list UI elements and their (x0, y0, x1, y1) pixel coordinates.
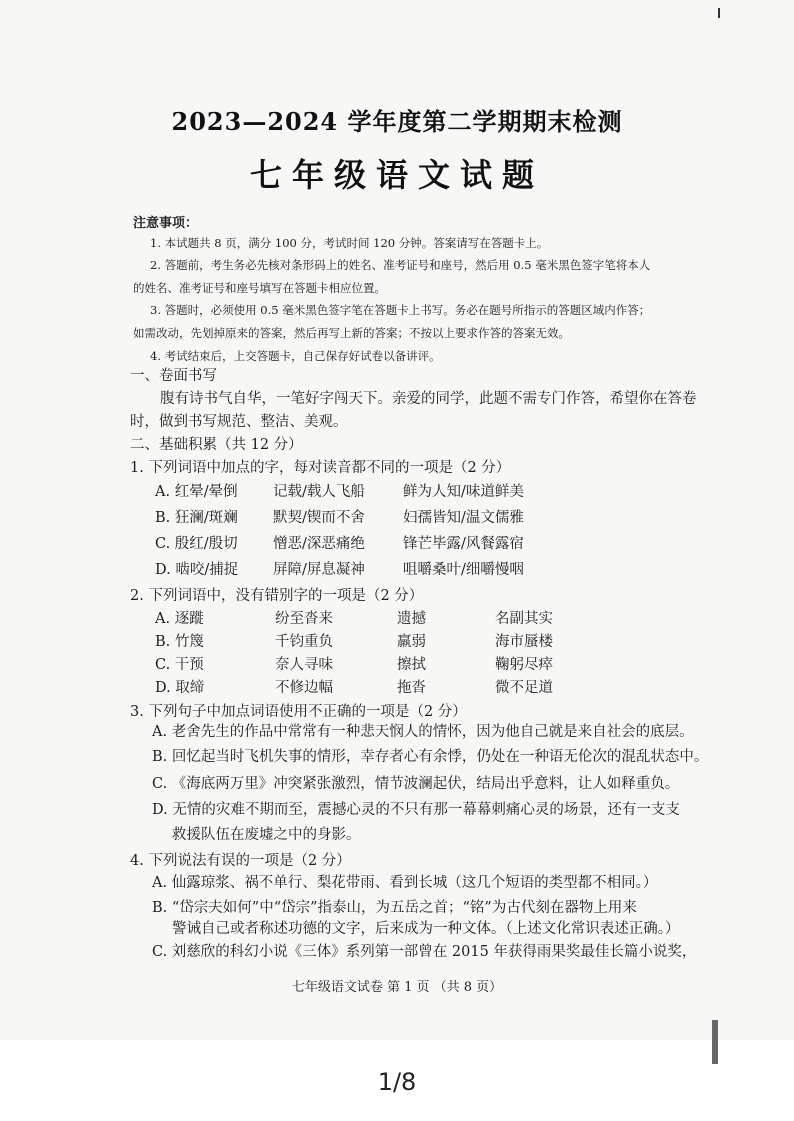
notice-line: 4. 考试结束后，上交答题卡，自己保存好试卷以备讲评。 (150, 349, 441, 363)
option-part: 拖沓 (397, 680, 426, 696)
option-part: 擦拭 (397, 657, 426, 673)
option-part: 不修边幅 (275, 680, 333, 696)
scan-mark-top (718, 8, 720, 18)
question-option: D. 无情的灾难不期而至，震撼心灵的不只有那一幕幕刺痛心灵的场景，还有一支支 (152, 802, 680, 818)
page-footer: 七年级语文试卷 第 1 页 （共 8 页） (291, 980, 503, 995)
question-option: B. “岱宗夫如何”中“岱宗”指泰山，为五岳之首；“铭”为古代刻在器物上用来 (152, 900, 637, 916)
section-text: 腹有诗书气自华，一笔好字闯天下。亲爱的同学，此题不需专门作答，希望你在答卷 (160, 391, 697, 407)
option-part: 记载/载人飞船 (273, 484, 365, 500)
scan-mark-right (712, 1020, 718, 1064)
option-part: 屏障/屏息凝神 (273, 562, 365, 578)
option-part: 羸弱 (397, 634, 426, 650)
notice-line: 2. 答题前，考生务必先核对条形码上的姓名、准考证号和座号，然后用 0.5 毫米黑色签字笔将本人 (150, 258, 651, 272)
section-heading: 一、卷面书写 (130, 368, 217, 384)
question-stem: 2. 下列词语中，没有错别字的一项是（2 分） (130, 588, 424, 604)
option-part: 遗撼 (397, 611, 426, 627)
question-stem: 4. 下列说法有误的一项是（2 分） (130, 853, 351, 869)
question-stem: 1. 下列词语中加点的字，每对读音都不同的一项是（2 分） (130, 460, 511, 476)
question-option: B. 回忆起当时飞机失事的情形，幸存者心有余悸，仍处在一种语无伦次的混乱状态中。 (152, 749, 709, 765)
notice-line: 的姓名、准考证号和座号填写在答题卡相应位置。 (133, 281, 386, 295)
option-part: C. 干预 (155, 657, 204, 673)
option-part: 微不足道 (495, 680, 553, 696)
exam-title: 2023—2024 学年度第二学期期末检测 (171, 107, 623, 136)
notice-line: 如需改动，先划掉原来的答案，然后再写上新的答案；不按以上要求作答的答案无效。 (133, 326, 570, 340)
question-option: 警诫自己或者称述功德的文字，后来成为一种文体。（上述文化常识表述正确。） (172, 921, 680, 937)
option-part: A. 红晕/晕倒 (155, 484, 238, 500)
option-part: A. 逐蹝 (155, 611, 204, 627)
notice-line: 3. 答题时，必须使用 0.5 毫米黑色签字笔在答题卡上书写。务必在题号所指示的答题区域内作答； (150, 303, 651, 317)
exam-subtitle: 七年级语文试题 (249, 156, 544, 194)
option-part: 名副其实 (495, 611, 553, 627)
page-indicator: 1/8 (377, 1068, 417, 1096)
question-option: C. 刘慈欣的科幻小说《三体》系列第一部曾在 2015 年获得雨果奖最佳长篇小说奖， (152, 944, 697, 960)
question-option (155, 558, 524, 579)
option-part: C. 殷红/殷切 (155, 536, 238, 552)
section-text: 时，做到书写规范、整洁、美观。 (130, 414, 348, 430)
question-stem: 3. 下列句子中加点词语使用不正确的一项是（2 分） (130, 704, 467, 720)
option-part: B. 狂澜/斑斓 (155, 510, 238, 526)
question-option (155, 630, 553, 651)
option-part: 憎恶/深恶痛绝 (273, 536, 365, 552)
question-option (155, 532, 524, 553)
option-part: 千钧重负 (275, 634, 333, 650)
option-part: 鲜为人知/味道鲜美 (403, 484, 524, 500)
option-part: 海市蜃楼 (495, 634, 553, 650)
option-part: 鞠躬尽瘁 (495, 657, 553, 673)
option-part: D. 啮咬/捕捉 (155, 562, 239, 578)
question-option: C. 《海底两万里》冲突紧张激烈，情节波澜起伏，结局出乎意料，让人如释重负。 (152, 776, 680, 792)
question-option (155, 480, 524, 501)
option-part: D. 取缔 (155, 680, 205, 696)
question-option (155, 653, 553, 674)
section-heading: 二、基础积累（共 12 分） (130, 437, 303, 453)
question-option (155, 607, 553, 628)
notice-heading: 注意事项： (133, 216, 199, 231)
question-option (155, 506, 524, 527)
notice-line: 1. 本试题共 8 页，满分 100 分，考试时间 120 分钟。答案请写在答题卡上。 (150, 236, 549, 250)
question-option: 救援队伍在废墟之中的身影。 (172, 827, 361, 843)
option-part: 默契/锲而不舍 (273, 510, 365, 526)
question-option: A. 仙露琼浆、祸不单行、梨花带雨、看到长城（这几个短语的类型都不相同。） (152, 875, 658, 891)
option-part: 纷至沓来 (275, 611, 333, 627)
option-part: 奈人寻味 (275, 657, 333, 673)
question-option: A. 老舍先生的作品中常常有一种悲天悯人的情怀，因为他自己就是来自社会的底层。 (152, 724, 694, 740)
option-part: 咀嚼桑叶/细嚼慢咽 (403, 562, 524, 578)
option-part: 妇孺皆知/温文儒雅 (403, 510, 524, 526)
option-part: B. 竹篾 (155, 634, 204, 650)
option-part: 锋芒毕露/风餐露宿 (403, 536, 524, 552)
question-option (155, 676, 553, 697)
